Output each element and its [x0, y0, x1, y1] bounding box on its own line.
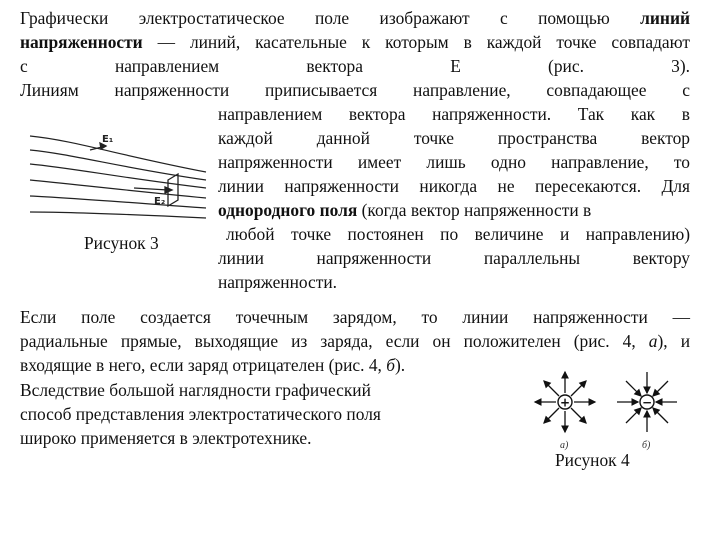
negative-charge-diagram [617, 372, 677, 432]
label-e2: E₂ [154, 196, 166, 207]
negative-sign: − [641, 395, 653, 410]
positive-sign: + [559, 395, 571, 410]
paragraph-point-charge: Если поле создается точечным зарядом, то линии напряженности — радиальные прямые, выходящие из заряда, если он положителен (рис. 4, а), и входящие в него, если заряд отрицателен (рис. 4, б). [20, 307, 690, 375]
term-field-lines: линий [640, 8, 690, 28]
paragraph-field-lines [20, 6, 690, 78]
paragraph-direction-column: направлением вектора напряженности. Так как в каждой данной точке пространства вектор напряженности имеет лишь одно направление, то линии напряженности никогда не пересекаются. Для однородного поля (когда вектор напряженности в любой точке постоянен по величине и направлению) линии напряженности параллельны вектору напряженности. [218, 104, 690, 292]
figure-4-caption: Рисунок 4 [555, 450, 630, 470]
figure-3-field-lines [22, 122, 212, 232]
label-e1: E₁ [102, 134, 114, 145]
text-line: с направлением вектора Е (рис. 3). [20, 56, 690, 76]
paragraph-direction-first-line: Линиям напряженности приписывается направление, совпадающее с [20, 80, 690, 100]
paragraph-graphic-method: Вследствие большой наглядности графический способ представления электростатического поля широко применяется в электротехнике. [20, 380, 381, 448]
text-line: Графически электростатическое поле изображают с помощью линий [20, 8, 690, 28]
figure-4-label-b: б) [642, 440, 651, 451]
term-uniform-field: однородного поля [218, 200, 358, 220]
term-intensity: напряженности [20, 32, 143, 52]
figure-4-label-a: а) [560, 440, 569, 451]
figure-3-caption: Рисунок 3 [84, 233, 159, 253]
figure-4-point-charges [520, 364, 700, 456]
positive-charge-diagram [535, 372, 595, 432]
text-line: напряженности — линий, касательные к которым в каждой точке совпадают [20, 32, 690, 52]
